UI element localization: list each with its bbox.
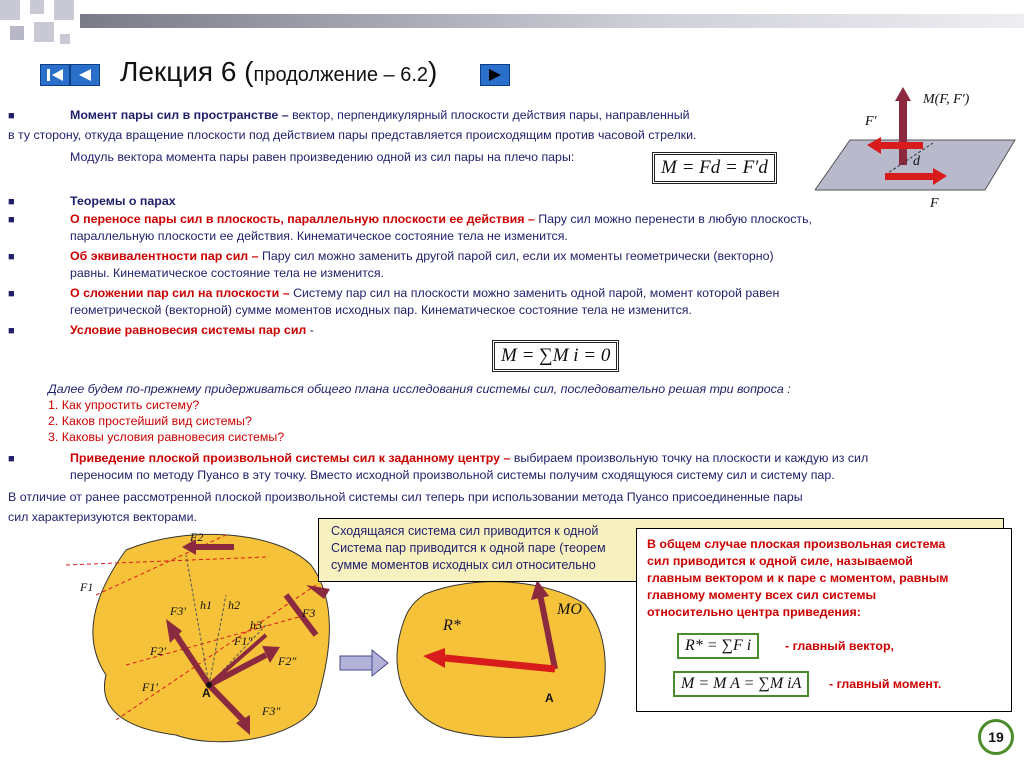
label-Fprime: F′ <box>865 114 877 129</box>
header-decoration <box>10 26 24 40</box>
label-F3: F3 <box>302 606 316 620</box>
bullet: ■ <box>8 214 15 226</box>
header-decoration <box>54 0 74 20</box>
theorem-3-cont: геометрической (векторной) сумме моментов исходных пар. Кинематическое состояние тела не изменится. <box>70 303 692 317</box>
label-F3pp: F3″ <box>262 704 281 718</box>
header-decoration <box>0 0 20 20</box>
page-number: 19 <box>978 719 1014 755</box>
label-h3: h3 <box>250 618 262 632</box>
bullet: ■ <box>8 325 15 337</box>
next-slide-button[interactable] <box>480 64 510 86</box>
bullet: ■ <box>8 196 15 208</box>
label-A: A <box>545 691 554 705</box>
label-F2pp: F2″ <box>278 654 297 668</box>
force-F <box>885 173 935 180</box>
label-F1pp: F1″ <box>234 634 253 648</box>
label-F1: F1 <box>80 580 94 594</box>
body-shape <box>93 534 330 741</box>
label-R: R* <box>443 617 461 634</box>
header-bar <box>80 14 1024 28</box>
reduction-note: В отличие от ранее рассмотренной плоской произвольной системы сил теперь при использовании метода Пуансо присоединенные пары <box>8 490 803 504</box>
plan-q2: 2. Каков простейший вид системы? <box>48 414 252 428</box>
conclusion-line-5: относительно центра приведения: <box>647 605 861 619</box>
theorem-3: О сложении пар сил на плоскости – Систему пар сил на плоскости можно заменить одной парой, момент которой равен <box>70 286 780 300</box>
label-A: A <box>202 686 211 700</box>
reduced-system-diagram <box>385 574 615 744</box>
theorem-2-cont: равны. Кинематическое состояние тела не изменится. <box>70 266 385 280</box>
theorem-1: О переносе пары сил в плоскость, параллельную плоскости ее действия – Пару сил можно перенести в любую плоскость, <box>70 212 812 226</box>
conclusion-box <box>636 528 1012 712</box>
yellow-note-line-3: сумме моментов исходных сил относительно <box>331 558 596 572</box>
header-decoration <box>30 0 44 14</box>
bullet: ■ <box>8 288 15 300</box>
moment-vector-head <box>895 87 911 101</box>
label-F2prime: F2′ <box>150 644 166 658</box>
conclusion-line-2: сил приводится к одной силе, называемой <box>647 554 913 568</box>
conclusion-line-4: главному моменту всех сил системы <box>647 588 877 602</box>
plan-q3: 3. Каковы условия равновесия системы? <box>48 430 285 444</box>
main-moment-formula: M = M A = ∑M iA <box>673 671 809 697</box>
header-decoration <box>60 34 70 44</box>
bullet: ■ <box>8 251 15 263</box>
yellow-note-line-1: Сходящаяся система сил приводится к одной <box>331 524 599 538</box>
first-slide-button[interactable] <box>40 64 70 86</box>
theorem-4: Условие равновесия системы пар сил - <box>70 323 314 337</box>
theorems-heading: Теоремы о парах <box>70 194 176 208</box>
first-icon <box>41 65 69 85</box>
conclusion-line-1: В общем случае плоская произвольная система <box>647 537 946 551</box>
force-Fprime <box>879 142 923 149</box>
reduction-head: Приведение плоской произвольной системы сил к заданному центру – выбираем произвольную точку на плоскости и каждую из сил <box>70 451 869 465</box>
main-vector-label: - главный вектор, <box>785 639 894 653</box>
main-vector-formula: R* = ∑F i <box>677 633 759 659</box>
main-moment-label: - главный момент. <box>829 677 942 691</box>
moment-definition: Момент пары сил в пространстве – вектор, перпендикулярный плоскости действия пары, направленный <box>70 108 690 122</box>
theorem-2: Об эквивалентности пар сил – Пару сил можно заменить другой парой сил, если их моменты геометрически (векторно) <box>70 249 774 263</box>
bullet: ■ <box>8 453 15 465</box>
conclusion-line-3: главным вектором и к паре с моментом, равным <box>647 571 949 585</box>
prev-icon <box>71 65 99 85</box>
force-system-diagram <box>66 525 341 753</box>
plan-intro: Далее будем по-прежнему придерживаться общего плана исследования системы сил, последовательно решая три вопроса : <box>48 382 791 396</box>
pair-moment-diagram <box>815 85 1020 215</box>
label-F: F <box>930 196 939 211</box>
label-F1prime: F1′ <box>142 680 158 694</box>
header-decoration <box>34 22 54 42</box>
modulus-text: Модуль вектора момента пары равен произведению одной из сил пары на плечо пары: <box>70 150 575 164</box>
label-MO: MO <box>557 601 582 618</box>
theorem-1-cont: параллельную плоскости ее действия. Кинематическое состояние тела не изменится. <box>70 229 568 243</box>
reduction-cont: переносим по методу Пуансо в эту точку. Вместо исходной произвольной системы получим сходящуюся систему сил и систему пар. <box>70 468 835 482</box>
label-F3prime: F3′ <box>170 604 186 618</box>
transform-arrow <box>338 648 390 678</box>
reduction-note-cont: сил характеризуются векторами. <box>8 510 197 524</box>
label-M: M(F, F′) <box>923 92 970 107</box>
prev-slide-button[interactable] <box>70 64 100 86</box>
bullet: ■ <box>8 110 15 122</box>
page-title: Лекция 6 (продолжение – 6.2) <box>120 56 438 87</box>
plan-q1: 1. Как упростить систему? <box>48 398 200 412</box>
next-icon <box>481 65 509 85</box>
moment-definition-cont: в ту сторону, откуда вращение плоскости под действием пары представляется происходящим против часовой стрелки. <box>8 128 697 142</box>
moment-vector <box>899 99 907 165</box>
label-h2: h2 <box>228 598 240 612</box>
label-h1: h1 <box>200 598 212 612</box>
label-d: d <box>913 154 920 169</box>
modulus-formula: M = Fd = F′d <box>652 152 777 184</box>
label-F2: F2 <box>190 530 204 544</box>
yellow-note-line-2: Система пар приводится к одной паре (теорем <box>331 541 606 555</box>
equilibrium-formula: M = ∑M i = 0 <box>492 340 619 372</box>
